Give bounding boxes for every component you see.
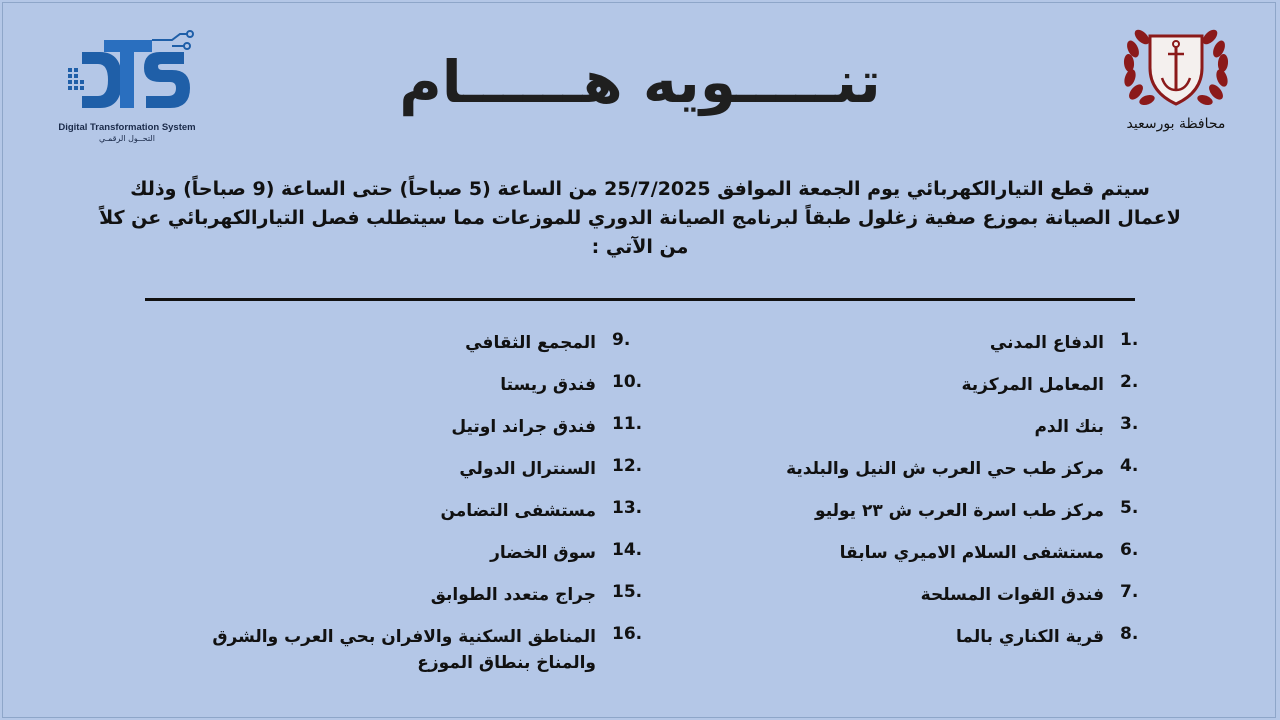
item-text: فندق القوات المسلحة <box>920 585 1104 605</box>
item-number: 14. <box>612 540 643 560</box>
list-item <box>192 582 662 624</box>
list-item <box>750 372 1170 414</box>
list-item <box>750 582 1170 624</box>
item-text: المجمع الثقافي <box>465 333 596 353</box>
item-number: 2. <box>1120 372 1139 392</box>
affected-list-left <box>192 330 662 686</box>
item-text: سوق الخضار <box>490 543 596 563</box>
item-number: 11. <box>612 414 643 434</box>
item-text: مستشفى التضامن <box>440 501 596 521</box>
item-text: المناطق السكنية والافران بحي العرب والشرق والمناخ بنطاق الموزع <box>212 627 596 673</box>
intro-line: سيتم قطع التيارالكهربائي يوم الجمعة الموافق 25/7/2025 من الساعة (5 صباحاً) حتى الساعة (9 صباحاً) وذلك <box>130 178 1150 200</box>
item-text: السنترال الدولي <box>459 459 596 479</box>
intro-paragraph <box>70 175 1210 262</box>
list-item <box>750 540 1170 582</box>
item-number: 1. <box>1120 330 1139 350</box>
port-said-emblem-icon <box>1120 22 1232 114</box>
item-number: 8. <box>1120 624 1139 644</box>
item-number: 13. <box>612 498 643 518</box>
item-number: 7. <box>1120 582 1139 602</box>
list-item <box>750 414 1170 456</box>
list-item <box>192 414 662 456</box>
item-text: مركز طب حي العرب ش النيل والبلدية <box>786 459 1104 479</box>
item-text: مركز طب اسرة العرب ش ٢٣ يوليو <box>815 501 1104 521</box>
item-text: قرية الكناري بالما <box>956 627 1104 647</box>
dts-logo <box>52 30 202 150</box>
list-item <box>192 372 662 414</box>
intro-line: من الآتي : <box>591 236 689 258</box>
item-text: المعامل المركزية <box>961 375 1104 395</box>
affected-list-right <box>750 330 1170 666</box>
item-number: 5. <box>1120 498 1139 518</box>
port-said-emblem <box>1108 22 1244 140</box>
item-number: 3. <box>1120 414 1139 434</box>
dts-logo-name: Digital Transformation System <box>58 122 196 133</box>
item-number: 10. <box>612 372 643 392</box>
item-text: بنك الدم <box>1034 417 1104 437</box>
item-text: الدفاع المدني <box>989 333 1104 353</box>
section-divider <box>145 298 1135 301</box>
item-text: فندق ريستا <box>500 375 596 395</box>
dts-logo-arabic: التحــول الرقمـي <box>99 134 155 143</box>
item-text: مستشفى السلام الاميري سابقا <box>839 543 1104 563</box>
item-number: 16. <box>612 624 643 644</box>
list-item <box>192 540 662 582</box>
governorate-name: محافظة بورسعيد <box>1126 116 1226 132</box>
list-item <box>750 330 1170 372</box>
list-item <box>192 498 662 540</box>
item-text: فندق جراند اوتيل <box>451 417 596 437</box>
item-number: 4. <box>1120 456 1139 476</box>
item-number: 9. <box>612 330 631 350</box>
item-number: 12. <box>612 456 643 476</box>
item-number: 6. <box>1120 540 1139 560</box>
item-number: 15. <box>612 582 643 602</box>
intro-line: لاعمال الصيانة بموزع صفية زغلول طبقاً لبرنامج الصيانة الدوري للموزعات مما سيتطلب فصل التيارالكهربائي عن كلاً <box>99 207 1181 229</box>
list-item <box>192 456 662 498</box>
list-item <box>750 624 1170 666</box>
dts-logo-icon <box>60 30 194 122</box>
list-item <box>192 624 662 686</box>
page-title: تنـــــويه هــــــام <box>399 48 881 116</box>
list-item <box>750 498 1170 540</box>
list-item <box>192 330 662 372</box>
list-item <box>750 456 1170 498</box>
item-text: جراج متعدد الطوابق <box>430 585 596 605</box>
